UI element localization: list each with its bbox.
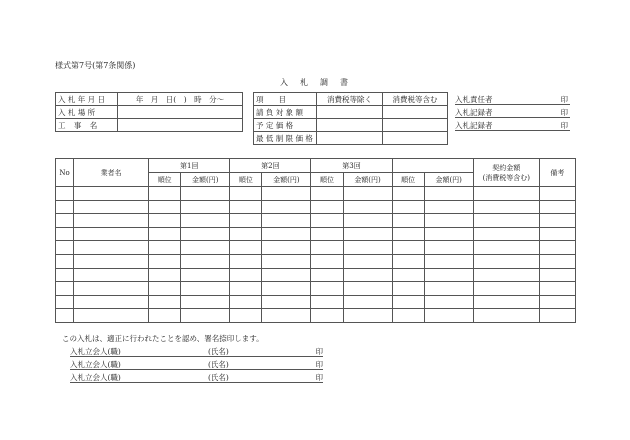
table-cell[interactable] (392, 254, 424, 268)
table-row (56, 309, 576, 323)
table-cell[interactable] (343, 268, 392, 282)
bid-table-body (56, 187, 576, 323)
official-line[interactable] (455, 106, 570, 118)
table-cell[interactable] (262, 295, 311, 309)
table-cell[interactable] (539, 254, 575, 268)
info-row-date (56, 93, 243, 106)
table-row (56, 187, 576, 201)
table-cell[interactable] (473, 214, 539, 228)
price-label: 予 定 価 格 (254, 119, 317, 132)
table-cell[interactable] (56, 200, 74, 214)
price-cell[interactable] (317, 132, 383, 145)
table-cell[interactable] (392, 295, 424, 309)
price-cell[interactable] (383, 106, 448, 119)
table-cell[interactable] (424, 241, 473, 255)
table-cell[interactable] (539, 282, 575, 296)
table-cell[interactable] (149, 227, 181, 241)
certification-notice: この入札は、適正に行われたことを認め、署名捺印します。 (62, 334, 264, 343)
table-cell[interactable] (56, 295, 74, 309)
price-header-item: 項 目 (254, 93, 317, 106)
table-cell[interactable] (262, 241, 311, 255)
table-cell[interactable] (181, 282, 230, 296)
table-cell[interactable] (473, 309, 539, 323)
bid-table-header-row (56, 159, 576, 173)
table-cell[interactable] (392, 187, 424, 201)
table-cell[interactable] (230, 187, 262, 201)
table-cell[interactable] (539, 241, 575, 255)
info-label: 入 札 年 月 日 (56, 93, 118, 106)
table-cell[interactable] (230, 254, 262, 268)
table-cell[interactable] (343, 214, 392, 228)
price-header-incl-tax: 消費税等含む (383, 93, 448, 106)
rank-header: 順位 (392, 173, 424, 187)
witness-label: 入札立会人(職) (70, 373, 121, 382)
table-row (56, 200, 576, 214)
table-cell[interactable] (230, 214, 262, 228)
table-cell[interactable] (230, 309, 262, 323)
price-row (254, 106, 448, 119)
table-cell[interactable] (74, 295, 149, 309)
table-cell[interactable] (473, 254, 539, 268)
table-cell[interactable] (424, 187, 473, 201)
price-header-row (254, 93, 448, 106)
table-cell[interactable] (343, 241, 392, 255)
table-row (56, 268, 576, 282)
table-cell[interactable] (262, 254, 311, 268)
table-cell[interactable] (473, 241, 539, 255)
table-cell[interactable] (424, 295, 473, 309)
price-row (254, 119, 448, 132)
table-cell[interactable] (262, 200, 311, 214)
table-cell[interactable] (311, 282, 343, 296)
table-cell[interactable] (149, 214, 181, 228)
witness-line[interactable] (70, 371, 323, 383)
table-cell[interactable] (181, 227, 230, 241)
rank-header: 順位 (311, 173, 343, 187)
col-company-header: 業者名 (74, 159, 149, 187)
official-line[interactable] (455, 93, 570, 105)
table-cell[interactable] (181, 268, 230, 282)
table-cell[interactable] (311, 214, 343, 228)
table-cell[interactable] (149, 295, 181, 309)
table-cell[interactable] (56, 227, 74, 241)
table-cell[interactable] (392, 282, 424, 296)
table-cell[interactable] (56, 309, 74, 323)
table-cell[interactable] (74, 227, 149, 241)
seal-mark: 印 (560, 95, 568, 104)
table-cell[interactable] (56, 241, 74, 255)
table-cell[interactable] (473, 227, 539, 241)
table-cell[interactable] (539, 200, 575, 214)
table-cell[interactable] (343, 200, 392, 214)
round-4-header (392, 159, 473, 173)
table-cell[interactable] (473, 268, 539, 282)
table-cell[interactable] (262, 282, 311, 296)
contract-amount-header (473, 159, 539, 187)
table-cell[interactable] (311, 200, 343, 214)
seal-mark: 印 (560, 121, 568, 130)
seal-mark: 印 (315, 360, 323, 369)
round-1-header: 第1回 (149, 159, 230, 173)
table-cell[interactable] (424, 254, 473, 268)
info-value-field[interactable] (118, 106, 243, 119)
seal-mark: 印 (315, 373, 323, 382)
remarks-header: 備考 (539, 159, 575, 187)
table-cell[interactable] (230, 282, 262, 296)
table-cell[interactable] (539, 187, 575, 201)
price-header-excl-tax: 消費税等除く (317, 93, 383, 106)
contract-amount-label: 契約金額 (492, 163, 521, 172)
table-cell[interactable] (149, 187, 181, 201)
table-cell[interactable] (56, 268, 74, 282)
round-2-header: 第2回 (230, 159, 311, 173)
table-cell[interactable] (424, 227, 473, 241)
table-cell[interactable] (181, 187, 230, 201)
info-label: 入 札 場 所 (56, 106, 118, 119)
table-cell[interactable] (473, 200, 539, 214)
table-cell[interactable] (230, 268, 262, 282)
table-cell[interactable] (149, 254, 181, 268)
document-title: 入 札 調 書 (280, 78, 350, 87)
table-cell[interactable] (74, 187, 149, 201)
table-cell[interactable] (181, 254, 230, 268)
table-cell[interactable] (149, 309, 181, 323)
price-cell[interactable] (317, 119, 383, 132)
official-label: 入札記録者 (455, 108, 493, 117)
table-cell[interactable] (181, 200, 230, 214)
price-label: 最 低 制 限 価 格 (254, 132, 317, 145)
price-table (253, 92, 448, 145)
table-cell[interactable] (262, 187, 311, 201)
table-cell[interactable] (539, 268, 575, 282)
table-cell[interactable] (56, 254, 74, 268)
witness-name-label: (氏名) (208, 360, 229, 369)
table-cell[interactable] (74, 268, 149, 282)
table-cell[interactable] (74, 241, 149, 255)
table-row (56, 214, 576, 228)
witness-label: 入札立会人(職) (70, 347, 121, 356)
table-cell[interactable] (311, 295, 343, 309)
table-cell[interactable] (539, 295, 575, 309)
table-cell[interactable] (149, 282, 181, 296)
table-cell[interactable] (424, 309, 473, 323)
table-cell[interactable] (473, 282, 539, 296)
amount-header: 金額(円) (343, 173, 392, 187)
table-cell[interactable] (230, 295, 262, 309)
table-cell[interactable] (74, 309, 149, 323)
price-label: 請 負 対 象 額 (254, 106, 317, 119)
form-number: 様式第7号(第7条関係) (55, 61, 136, 70)
price-cell[interactable] (383, 132, 448, 145)
amount-header: 金額(円) (262, 173, 311, 187)
info-label: 工 事 名 (56, 119, 118, 132)
table-cell[interactable] (149, 200, 181, 214)
table-cell[interactable] (230, 227, 262, 241)
table-cell[interactable] (74, 254, 149, 268)
col-no-header: No (56, 159, 74, 187)
witness-name-label: (氏名) (208, 373, 229, 382)
official-line[interactable] (455, 119, 570, 131)
table-cell[interactable] (74, 200, 149, 214)
witness-line[interactable] (70, 358, 323, 370)
amount-header: 金額(円) (181, 173, 230, 187)
table-cell[interactable] (74, 214, 149, 228)
bid-table (55, 158, 576, 323)
info-table (55, 92, 243, 132)
table-cell[interactable] (424, 268, 473, 282)
table-cell[interactable] (311, 268, 343, 282)
table-cell[interactable] (343, 254, 392, 268)
table-cell[interactable] (181, 309, 230, 323)
table-cell[interactable] (56, 282, 74, 296)
witness-line[interactable] (70, 345, 323, 357)
contract-amount-note: (消費税等含む) (482, 173, 531, 182)
table-cell[interactable] (539, 214, 575, 228)
amount-header: 金額(円) (424, 173, 473, 187)
table-cell[interactable] (343, 295, 392, 309)
table-cell[interactable] (181, 295, 230, 309)
table-row (56, 254, 576, 268)
table-cell[interactable] (392, 200, 424, 214)
table-cell[interactable] (539, 309, 575, 323)
table-cell[interactable] (262, 214, 311, 228)
table-cell[interactable] (343, 227, 392, 241)
table-cell[interactable] (392, 214, 424, 228)
table-cell[interactable] (74, 282, 149, 296)
official-label: 入札記録者 (455, 121, 493, 130)
table-cell[interactable] (343, 187, 392, 201)
seal-mark: 印 (560, 108, 568, 117)
table-row (56, 295, 576, 309)
table-cell[interactable] (149, 241, 181, 255)
table-cell[interactable] (56, 187, 74, 201)
table-row (56, 227, 576, 241)
official-label: 入札責任者 (455, 95, 493, 104)
info-row-work-name (56, 119, 243, 132)
price-cell[interactable] (317, 106, 383, 119)
table-cell[interactable] (392, 309, 424, 323)
table-cell[interactable] (392, 268, 424, 282)
table-cell[interactable] (230, 200, 262, 214)
table-cell[interactable] (56, 214, 74, 228)
witness-label: 入札立会人(職) (70, 360, 121, 369)
table-cell[interactable] (311, 187, 343, 201)
info-row-place (56, 106, 243, 119)
info-value-field[interactable]: 年 月 日( ) 時 分～ (118, 93, 243, 106)
table-cell[interactable] (424, 282, 473, 296)
table-cell[interactable] (262, 227, 311, 241)
table-cell[interactable] (473, 187, 539, 201)
round-3-header: 第3回 (311, 159, 392, 173)
table-cell[interactable] (149, 268, 181, 282)
table-row (56, 241, 576, 255)
rank-header: 順位 (149, 173, 181, 187)
table-cell[interactable] (181, 214, 230, 228)
table-cell[interactable] (311, 309, 343, 323)
table-cell[interactable] (311, 241, 343, 255)
table-cell[interactable] (262, 268, 311, 282)
price-cell[interactable] (383, 119, 448, 132)
table-cell[interactable] (230, 241, 262, 255)
table-cell[interactable] (392, 241, 424, 255)
table-cell[interactable] (392, 227, 424, 241)
rank-header: 順位 (230, 173, 262, 187)
table-row (56, 282, 576, 296)
table-cell[interactable] (181, 241, 230, 255)
table-cell[interactable] (473, 295, 539, 309)
table-cell[interactable] (311, 254, 343, 268)
table-cell[interactable] (424, 214, 473, 228)
price-row (254, 132, 448, 145)
table-cell[interactable] (539, 227, 575, 241)
table-cell[interactable] (262, 309, 311, 323)
seal-mark: 印 (315, 347, 323, 356)
witness-name-label: (氏名) (208, 347, 229, 356)
table-cell[interactable] (343, 309, 392, 323)
table-cell[interactable] (424, 200, 473, 214)
info-value-field[interactable] (118, 119, 243, 132)
table-cell[interactable] (343, 282, 392, 296)
table-cell[interactable] (311, 227, 343, 241)
